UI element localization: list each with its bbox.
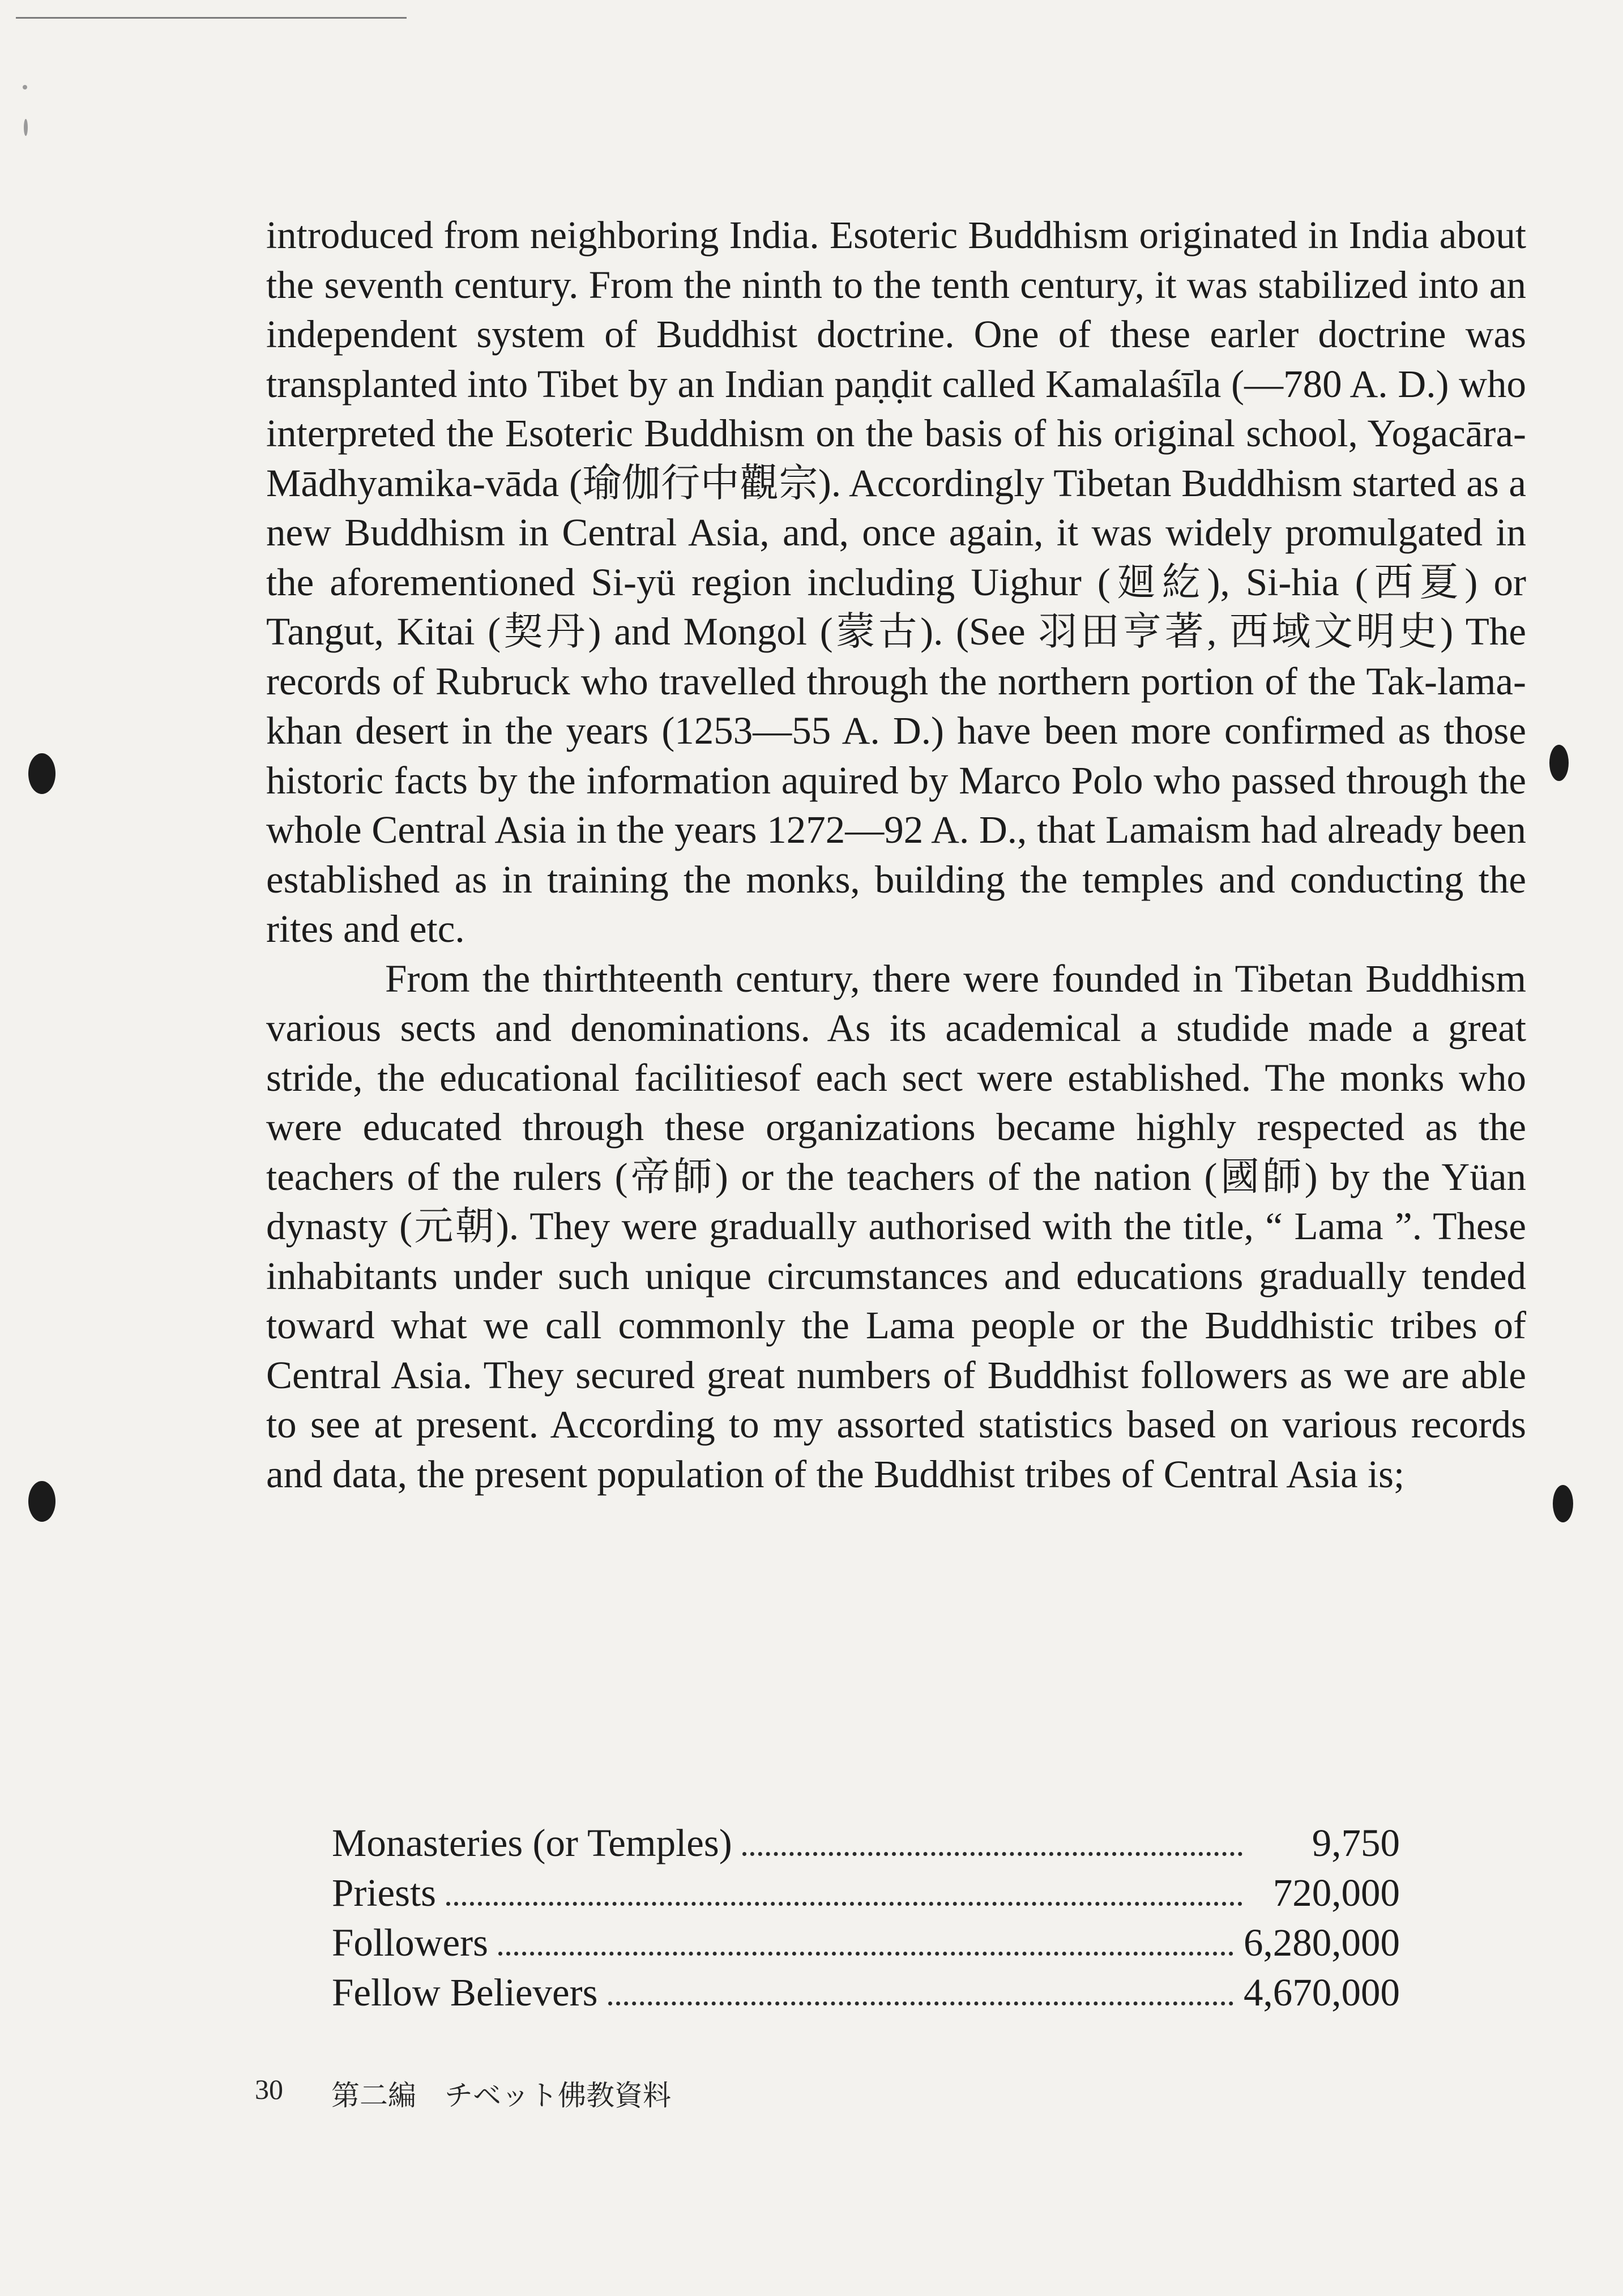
running-title: 第二編 チベット佛教資料	[331, 2080, 671, 2111]
binder-hole-right-upper	[1549, 745, 1569, 781]
margin-speck	[23, 85, 27, 89]
stats-row-monasteries	[332, 1821, 1400, 1871]
top-rule	[16, 17, 407, 19]
dot-leader	[446, 1902, 1242, 1906]
dot-leader	[608, 2001, 1234, 2005]
dot-leader	[498, 1952, 1233, 1956]
stats-value: 720,000	[1272, 1871, 1400, 1914]
stats-row-priests	[332, 1871, 1400, 1921]
stats-row-fellow-believers	[332, 1970, 1400, 2020]
margin-speck	[24, 119, 28, 136]
stats-row-followers	[332, 1921, 1400, 1970]
stats-label: Fellow Believers	[332, 1971, 598, 2014]
page-number: 30	[255, 2073, 283, 2105]
paragraph-sects-and-statistics: From the thirthteenth century, there were founded in Tibetan Buddhism various sects and denominations. As its academical a studide made a great stride, the educational facilitiesof each sect were established. The monks who were educated through these organizations became highly respected as the teachers of the rulers (帝師) or the teachers of the nation (國師) by the Yüan dynasty (元朝). They were gradually authorised with the title, “ Lama ”. These inhabitants under such unique circumstances and educations gradually tended toward what we call commonly the Lama people or the Buddhistic tribes of Central Asia. They secured great numbers of Buddhist followers as we are able to see at present. According to my assorted statistics based on various records and data, the present population of the Buddhist tribes of Central Asia is;	[266, 957, 1526, 1496]
stats-label: Followers	[332, 1921, 488, 1964]
binder-hole-right-lower	[1553, 1485, 1573, 1522]
dot-leader	[742, 1852, 1242, 1856]
stats-label: Priests	[332, 1871, 437, 1914]
stats-value: 6,280,000	[1244, 1921, 1400, 1964]
binder-hole-left-lower	[28, 1481, 55, 1522]
population-statistics	[332, 1821, 1400, 2020]
page-footer	[255, 2073, 671, 2114]
stats-label: Monasteries (or Temples)	[332, 1821, 732, 1864]
stats-value: 4,670,000	[1244, 1971, 1400, 2014]
paragraph-lamaism-origins: introduced from neighboring India. Esoteric Buddhism originated in India about the seventh century. From the ninth to the tenth century, it was stabilized into an independent system of Buddhist doctrine. One of these earler doctrine was transplanted into Tibet by an Indian paṇḍit called Kamalaśīla (—780 A. D.) who interpreted the Esoteric Buddhism on the basis of his original school, Yogacāra-Mādhyamika-vāda (瑜伽行中觀宗). Accordingly Tibetan Buddhism started as a new Buddhism in Central Asia, and, once again, it was widely promulgated in the aforementioned Si-yü region including Uighur (廻紇), Si-hia (西夏) or Tangut, Kitai (契丹) and Mongol (蒙古). (See 羽田亨著, 西域文明史) The records of Rubruck who travelled through the northern portion of the Tak-lama-khan desert in the years (1253—55 A. D.) have been more confirmed as those historic facts by the information aquired by Marco Polo who passed through the whole Central Asia in the years 1272—92 A. D., that Lamaism had already been established as in training the monks, building the temples and conducting the rites and etc.	[266, 214, 1526, 950]
stats-value: 9,750	[1312, 1821, 1400, 1864]
binder-hole-left-upper	[28, 753, 55, 794]
body-text	[266, 211, 1526, 1499]
